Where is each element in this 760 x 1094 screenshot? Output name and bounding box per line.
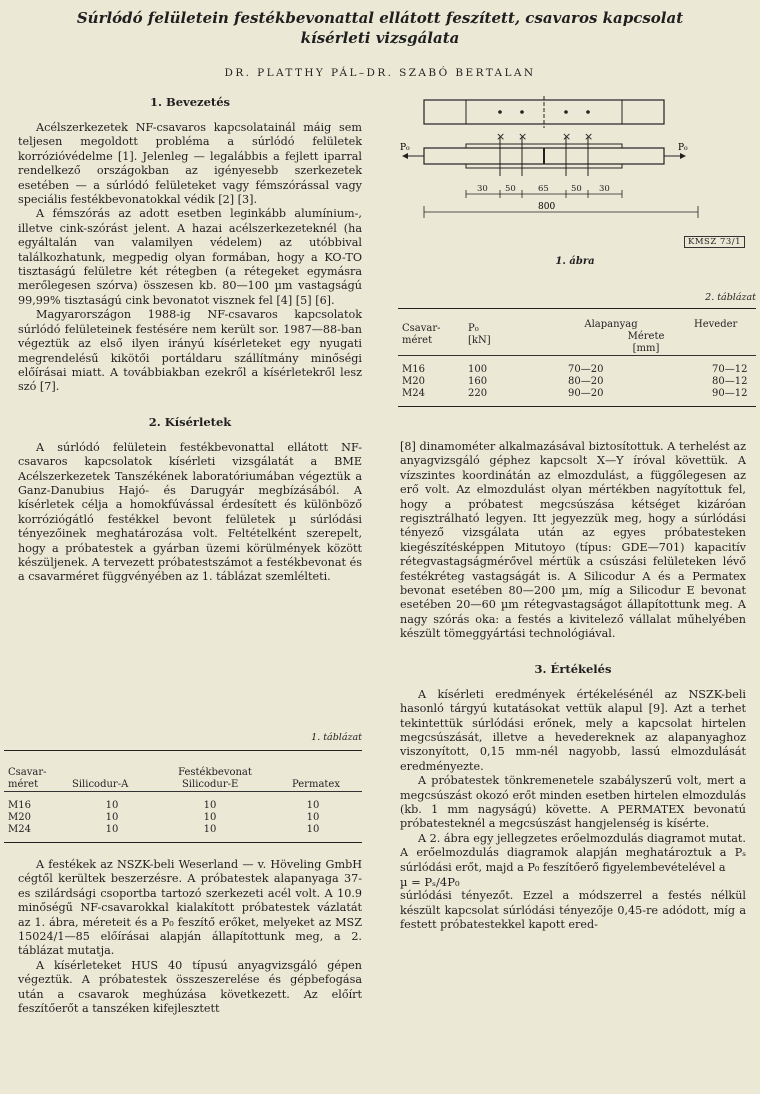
table-1-header-coating: Festékbevonat Silicodur-A Silicodur-E Permatex [72,767,340,790]
figure-stamp: KMSZ 73/1 [684,236,745,248]
table-2 [398,308,756,407]
section-2-paragraph: A festékek az NSZK-beli Weserland — v. Höveling GmbH cégtől kerültek beszerzésre. A próbatestek alapanyaga 37-es szilárdsági csoportba tartozó szerkezeti acél volt. A 10.9 minőségű NF-csavarokkal kialakított próbatestek vázlatát az 1. ábra, méreteit és a P₀ feszítő erőket, melyeket az MSZ 15024/1—85 előírásai alapján állapítottunk meg, a 2. táblázat mutatja. [18,858,362,958]
dimension-label: 50 [505,184,516,194]
table-2-header-bolt: Csavar- méret [402,323,441,346]
figure-1-caption: 1. ábra [555,256,595,267]
section-1-paragraph: Acélszerkezetek NF-csavaros kapcsolatainál máig sem teljesen megoldott probléma a súrlódó felületek korrózióvédelme [1]. Jelenleg — legalábbis a fejlett iparral rendelkező országokban az igényesebb szerkezetek esetében — a súrlódó felületeket vagy fémszórással vagy speciális festékbevonatokkal védik [2] [3]. [18,121,362,207]
section-2-heading: 2. Kísérletek [148,414,232,429]
table-1-header-bolt: Csavar- méret [8,767,47,790]
dimension-label: 30 [477,184,488,194]
table-row: M24 10 10 10 [8,824,320,835]
left-column-bottom [18,858,362,1016]
dimension-label: 65 [538,184,549,194]
table-row: M16 100 70—20 70—12 [398,356,756,377]
formula: µ = Pₛ/4P₀ [400,874,460,889]
table-1-caption: 1. táblázat [311,732,362,743]
table-row: M16 10 10 10 [4,792,362,813]
left-column [18,95,362,585]
dimension-label: 30 [599,184,610,194]
table-row: M20 160 80—20 80—12 [402,376,748,387]
section-3-paragraph: A próbatestek tönkremenetele szabályszerű volt, mert a megcsúszást okozó erőt minden esetben hirtelen elmozdulás (kb. 1 mm nagyságú) követte. A PERMATEX bevonatú próbatesteknél a megcsúszást hangjelenség is kísérte. [400,774,746,831]
section-1-paragraph: Magyarországon 1988-ig NF-csavaros kapcsolatok súrlódó felületeinek festésére nem került sor. 1987—88-ban végeztük az első ilyen irányú kísérleteket egy nyugati megrendelésű kikötői portáldaru szállítmány minőségi előírásai miatt. A továbbiakban ezekről a kísérletekről lesz szó [7]. [18,308,362,394]
section-1-heading: 1. Bevezetés [150,95,230,109]
load-label: P₀ [400,143,410,153]
section-3-paragraph: A kísérleti eredmények értékelésénél az NSZK-beli hasonló tárgyú kutatásokat vettük alapul [9]. Azt a terhet tekintettük súrlódási erőnek, mely a kapcsolat hirtelen megcsúszását, illetve a hevedereknek az alapanyaghoz viszonyított, 0,15 mm-nél nagyobb, lassú elmozdulását eredményezte. [400,687,746,773]
dimension-label: 50 [571,184,582,194]
total-length-label: 800 [538,202,556,212]
right-column [400,440,746,933]
table-2-header-base: Alapanyag Mérete [mm] [584,319,665,354]
article-title [20,8,740,48]
table-row: M20 10 10 10 [8,812,320,823]
section-2-paragraph: A kísérleteket HUS 40 típusú anyagvizsgáló gépen végeztük. A próbatestek összeszerelése és gépbefogása után a csavarok meghúzása következett. Az előírt feszítőerőt a tanszéken kifejlesztett [18,958,362,1016]
table-1-subheader: Silicodur-A [72,779,129,790]
section-3-paragraph: A 2. ábra egy jellegzetes erőelmozdulás diagramot mutat. A erőelmozdulás diagramok alapján meghatároztuk a Pₛ súrlódási erőt, majd a P₀ feszítőerő figyelembevételével a [400,831,746,874]
table-2-header-p0: P₀ [kN] [468,323,491,346]
table-2-header-strap: Heveder [694,319,738,330]
author-line: DR. PLATTHY PÁL–DR. SZABÓ BERTALAN [224,67,536,79]
title-line-2: kísérleti vizsgálata [300,29,460,47]
section-3-heading: 3. Értékelés [534,661,612,676]
table-1-subheader: Silicodur-E [181,779,239,790]
svg-text:×: × [496,130,506,143]
table-1 [4,750,362,843]
section-3-paragraph: súrlódási tényezőt. Ezzel a módszerrel a festés nélkül készült kapcsolat súrlódási tényezője 0,45-re adódott, míg a festett próbatestekkel kapott ered- [400,889,746,932]
title-line-1: Súrlódó felületein festékbevonattal ellátott feszített, csavaros kapcsolat [76,9,684,27]
svg-text:×: × [584,130,594,143]
table-2-caption: 2. táblázat [705,292,756,303]
table-1-subheader: Permatex [291,779,340,790]
section-2-paragraph: A súrlódó felületein festékbevonattal ellátott NF-csavaros kapcsolatok kísérleti vizsgálatát a BME Acélszerkezetek Tanszékének laboratóriumában végeztük a Ganz-Danubius Hajó- és Darugyár megbízásából. A kísérletek célja a homokfúvással érdesített és különböző korróziógátló festékkel bevont felületek µ súrlódási tényezőinek meghatározása volt. Feltételként szerepelt, hogy a próbatestek a gyárban üzemi körülmények között készüljenek. A tervezett próbatestszámot a festékbevonat és a csavarméret függvényében az 1. táblázat szemlélteti. [18,440,362,584]
table-row: M24 220 90—20 90—12 [402,388,748,399]
load-label: P₀ [678,143,688,153]
section-1-paragraph: A fémszórás az adott esetben leginkább alumínium-, illetve cink-szórást jelent. A hazai acélszerkezeteknél (ha egyáltalán van valamilyen védelem) az utóbbival találkozhatunk, megpedig olyan formában, hogy a KO-TO tisztaságú felületre két rétegben (a rétegeket egymásra merőlegesen szórva) összesen kb. 80—100 µm vastagságú 99,99% tisztaságú cink bevonatot visznek fel [4] [5] [6]. [18,207,362,307]
svg-text:×: × [562,130,572,143]
svg-text:×: × [518,130,528,143]
continued-paragraph: [8] dinamométer alkalmazásával biztosítottuk. A terhelést az anyagvizsgáló géphez kapcsolt X—Y íróval követtük. A vízszintes koordinátán az elmozdulást, a függőlegesen az erő volt. Az elmozdulást olyan mértékben nagyítottuk fel, hogy a próbatest megcsúszása kétséget kizáróan regisztrálható legyen. Itt jegyezzük meg, hogy a súrlódási tényező vizsgálata után az egyes próbatesteken kiegészítésképpen Mitutoyo (típus: GDE—701) kapacitív rétegvastagságmérővel mértük a csúszási felületeken lévő festékréteg vastagságát is. A Silicodur A és a Permatex bevonat esetében 80—200 µm, míg a Silicodur E bevonat esetében 20—60 µm rétegvastagságot állapítottunk meg. A nagy szórás oka: a festés a kivitelező vállalat műhelyében készült tömeggyártási technológiával. [400,440,746,641]
